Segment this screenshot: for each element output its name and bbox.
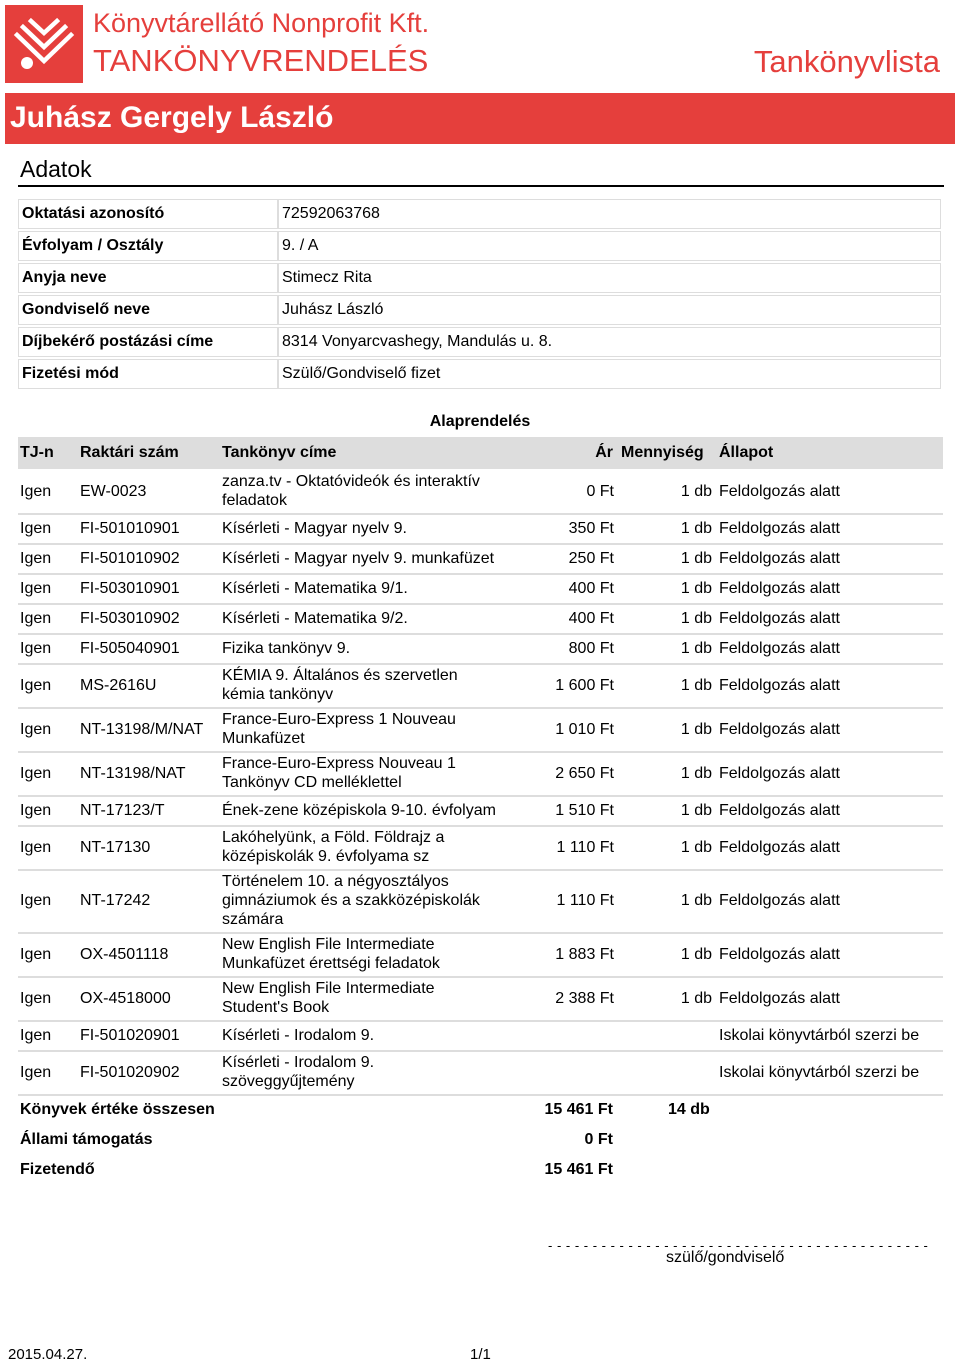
- document-title: TANKÖNYVRENDELÉS: [93, 43, 429, 78]
- row-tj: Igen: [20, 640, 52, 657]
- row-title: [222, 872, 480, 929]
- row-price: 250 Ft: [568, 550, 614, 567]
- row-title: [222, 549, 494, 568]
- row-code: FI-501010901: [80, 520, 180, 537]
- row-title-line: Fizika tankönyv 9.: [222, 640, 351, 657]
- row-code: NT-17123/T: [80, 802, 165, 819]
- books-total-value: 15 461 Ft: [544, 1101, 613, 1118]
- table-row: [18, 543, 943, 575]
- row-title: [222, 609, 408, 628]
- row-qty: 1 db: [680, 677, 712, 694]
- row-tj: Igen: [20, 839, 52, 856]
- row-title-line: zanza.tv - Oktatóvideók és interaktív: [222, 473, 480, 490]
- row-price: 1 883 Ft: [555, 946, 614, 963]
- row-status: Feldolgozás alatt: [719, 677, 840, 694]
- books-total-qty: 14 db: [668, 1101, 710, 1118]
- row-tj: Igen: [20, 946, 52, 963]
- order-title: Alaprendelés: [429, 413, 531, 430]
- row-price: 350 Ft: [568, 520, 614, 537]
- row-status: Feldolgozás alatt: [719, 990, 840, 1007]
- column-header-code: Raktári szám: [80, 444, 179, 461]
- info-value: Szülő/Gondviselő fizet: [278, 359, 941, 389]
- row-title-line: France-Euro-Express 1 Nouveau: [222, 711, 456, 728]
- table-row: [18, 603, 943, 635]
- info-label: Fizetési mód: [18, 359, 278, 389]
- table-row: [18, 1020, 943, 1052]
- column-header-status: Állapot: [719, 444, 774, 461]
- row-title-line: France-Euro-Express Nouveau 1: [222, 755, 456, 772]
- row-status: Iskolai könyvtárból szerzi be: [719, 1064, 920, 1081]
- row-code: FI-501020902: [80, 1064, 180, 1081]
- row-status: Feldolgozás alatt: [719, 610, 840, 627]
- row-price: 2 388 Ft: [555, 990, 614, 1007]
- row-code: FI-503010902: [80, 610, 180, 627]
- row-tj: Igen: [20, 610, 52, 627]
- kello-logo-icon: [5, 5, 83, 83]
- row-title: [222, 979, 435, 1017]
- table-row: [18, 663, 943, 709]
- student-info-table: [18, 197, 941, 391]
- row-tj: Igen: [20, 802, 52, 819]
- row-title-line: Kísérleti - Magyar nyelv 9. munkafüzet: [222, 550, 495, 567]
- table-row: [18, 707, 943, 753]
- row-code: NT-17130: [80, 839, 151, 856]
- row-status: Feldolgozás alatt: [719, 765, 840, 782]
- table-row: [18, 825, 943, 871]
- row-code: EW-0023: [80, 483, 147, 500]
- row-tj: Igen: [20, 483, 52, 500]
- row-title: [222, 472, 480, 510]
- row-title-line: New English File Intermediate: [222, 936, 435, 953]
- table-row: [18, 869, 943, 934]
- row-code: NT-13198/M/NAT: [80, 721, 204, 738]
- column-header-price: Ár: [595, 444, 613, 461]
- row-title-line: Ének-zene középiskola 9-10. évfolyam: [222, 802, 496, 819]
- table-row: [18, 513, 943, 545]
- row-status: Feldolgozás alatt: [719, 892, 840, 909]
- info-row: [18, 231, 941, 261]
- info-label: Évfolyam / Osztály: [18, 231, 278, 261]
- page-number: 1/1: [470, 1346, 491, 1363]
- row-title: [222, 828, 444, 866]
- row-price: 1 510 Ft: [555, 802, 614, 819]
- info-label: Anyja neve: [18, 263, 278, 293]
- section-title: Adatok: [20, 156, 92, 182]
- row-qty: 1 db: [680, 580, 712, 597]
- row-title: [222, 579, 408, 598]
- column-header-title: Tankönyv címe: [222, 444, 337, 461]
- row-title-line: kémia tankönyv: [222, 686, 334, 703]
- row-code: NT-13198/NAT: [80, 765, 186, 782]
- info-value: 8314 Vonyarcvashegy, Mandulás u. 8.: [278, 327, 941, 357]
- row-title: [222, 1026, 374, 1045]
- signature-line: - - - - - - - - - - - - - - - - - - - - - - - - - - - - - - - - - - - - - - - - - - -: [548, 1238, 929, 1253]
- row-tj: Igen: [20, 990, 52, 1007]
- row-code: OX-4518000: [80, 990, 171, 1007]
- row-tj: Igen: [20, 520, 52, 537]
- row-title-line: Lakóhelyünk, a Föld. Földrajz a: [222, 829, 445, 846]
- row-title-line: Tankönyv CD melléklettel: [222, 774, 402, 791]
- row-price: 0 Ft: [586, 483, 614, 500]
- table-row: [18, 751, 943, 797]
- table-row: [18, 795, 943, 827]
- row-code: NT-17242: [80, 892, 151, 909]
- row-title-line: Student's Book: [222, 999, 330, 1016]
- row-code: OX-4501118: [80, 946, 169, 963]
- row-status: Feldolgozás alatt: [719, 640, 840, 657]
- payable-value: 15 461 Ft: [544, 1161, 613, 1178]
- row-status: Feldolgozás alatt: [719, 483, 840, 500]
- row-qty: 1 db: [680, 550, 712, 567]
- row-price: 1 110 Ft: [556, 892, 614, 909]
- row-tj: Igen: [20, 580, 52, 597]
- info-row: [18, 327, 941, 357]
- row-title-line: New English File Intermediate: [222, 980, 435, 997]
- row-status: Feldolgozás alatt: [719, 580, 840, 597]
- row-title-line: Kísérleti - Magyar nyelv 9.: [222, 520, 407, 537]
- row-title-line: számára: [222, 911, 284, 928]
- row-status: Feldolgozás alatt: [719, 946, 840, 963]
- info-label: Gondviselő neve: [18, 295, 278, 325]
- row-title-line: feladatok: [222, 492, 287, 509]
- row-title: [222, 754, 456, 792]
- info-value: 9. / A: [278, 231, 941, 261]
- row-price: 400 Ft: [568, 610, 614, 627]
- row-tj: Igen: [20, 892, 52, 909]
- row-qty: 1 db: [680, 483, 712, 500]
- row-status: Feldolgozás alatt: [719, 550, 840, 567]
- row-title-line: Munkafüzet érettségi feladatok: [222, 955, 440, 972]
- row-tj: Igen: [20, 1064, 52, 1081]
- organization-name: Könyvtárellátó Nonprofit Kft.: [93, 8, 430, 38]
- row-status: Feldolgozás alatt: [719, 802, 840, 819]
- row-title: [222, 666, 458, 704]
- row-qty: 1 db: [680, 946, 712, 963]
- row-status: Feldolgozás alatt: [719, 520, 840, 537]
- info-row: [18, 263, 941, 293]
- table-row: [18, 1050, 943, 1096]
- row-title-line: Kísérleti - Irodalom 9.: [222, 1054, 375, 1071]
- info-row: [18, 295, 941, 325]
- row-qty: 1 db: [680, 610, 712, 627]
- row-tj: Igen: [20, 765, 52, 782]
- table-row: [18, 469, 943, 515]
- row-title-line: Munkafüzet: [222, 730, 305, 747]
- info-value: 72592063768: [278, 199, 941, 229]
- print-date: 2015.04.27.: [8, 1346, 88, 1363]
- row-title: [222, 1053, 374, 1091]
- row-qty: 1 db: [680, 640, 712, 657]
- row-price: 400 Ft: [568, 580, 614, 597]
- row-title: [222, 801, 496, 820]
- row-code: FI-503010901: [80, 580, 180, 597]
- row-qty: 1 db: [680, 802, 712, 819]
- row-tj: Igen: [20, 1027, 52, 1044]
- row-status: Feldolgozás alatt: [719, 839, 840, 856]
- info-value: Juhász László: [278, 295, 941, 325]
- row-price: 1 600 Ft: [555, 677, 614, 694]
- row-title: [222, 519, 407, 538]
- info-value: Stimecz Rita: [278, 263, 941, 293]
- section-divider: [18, 185, 944, 187]
- row-title-line: szöveggyűjtemény: [222, 1073, 355, 1090]
- row-title-line: Kísérleti - Irodalom 9.: [222, 1027, 375, 1044]
- row-qty: 1 db: [680, 520, 712, 537]
- row-title-line: gimnáziumok és a szakközépiskolák: [222, 892, 480, 909]
- row-code: FI-501010902: [80, 550, 180, 567]
- student-name-banner: [5, 93, 955, 144]
- row-tj: Igen: [20, 677, 52, 694]
- table-row: [18, 633, 943, 665]
- row-title-line: középiskolák 9. évfolyama sz: [222, 848, 430, 865]
- column-header-tj: TJ-n: [20, 444, 54, 461]
- row-title-line: Történelem 10. a négyosztályos: [222, 873, 449, 890]
- row-price: 2 650 Ft: [555, 765, 614, 782]
- info-row: [18, 199, 941, 229]
- state-support-value: 0 Ft: [584, 1131, 613, 1148]
- row-price: 800 Ft: [568, 640, 614, 657]
- row-code: MS-2616U: [80, 677, 157, 694]
- info-label: Díjbekérő postázási címe: [18, 327, 278, 357]
- row-title: [222, 710, 456, 748]
- row-qty: 1 db: [680, 990, 712, 1007]
- row-code: FI-501020901: [80, 1027, 180, 1044]
- row-code: FI-505040901: [80, 640, 180, 657]
- row-qty: 1 db: [680, 721, 712, 738]
- row-price: 1 110 Ft: [556, 839, 614, 856]
- row-tj: Igen: [20, 550, 52, 567]
- row-title: [222, 639, 350, 658]
- table-row: [18, 932, 943, 978]
- row-qty: 1 db: [680, 892, 712, 909]
- row-tj: Igen: [20, 721, 52, 738]
- row-title-line: Kísérleti - Matematika 9/2.: [222, 610, 408, 627]
- row-title-line: Kísérleti - Matematika 9/1.: [222, 580, 408, 597]
- row-qty: 1 db: [680, 839, 712, 856]
- row-price: 1 010 Ft: [555, 721, 614, 738]
- row-qty: 1 db: [680, 765, 712, 782]
- row-title: [222, 935, 440, 973]
- table-row: [18, 573, 943, 605]
- table-row: [18, 976, 943, 1022]
- row-status: Feldolgozás alatt: [719, 721, 840, 738]
- state-support-label: Állami támogatás: [20, 1131, 153, 1148]
- document-type: Tankönyvlista: [753, 44, 940, 79]
- student-name: Juhász Gergely László: [10, 101, 334, 134]
- signature-label: szülő/gondviselő: [666, 1249, 785, 1266]
- info-row: [18, 359, 941, 389]
- row-title-line: KÉMIA 9. Általános és szervetlen: [222, 667, 458, 684]
- books-total-label: Könyvek értéke összesen: [20, 1101, 215, 1118]
- row-status: Iskolai könyvtárból szerzi be: [719, 1027, 920, 1044]
- info-label: Oktatási azonosító: [18, 199, 278, 229]
- payable-label: Fizetendő: [20, 1161, 95, 1178]
- column-header-qty: Mennyiség: [621, 444, 704, 461]
